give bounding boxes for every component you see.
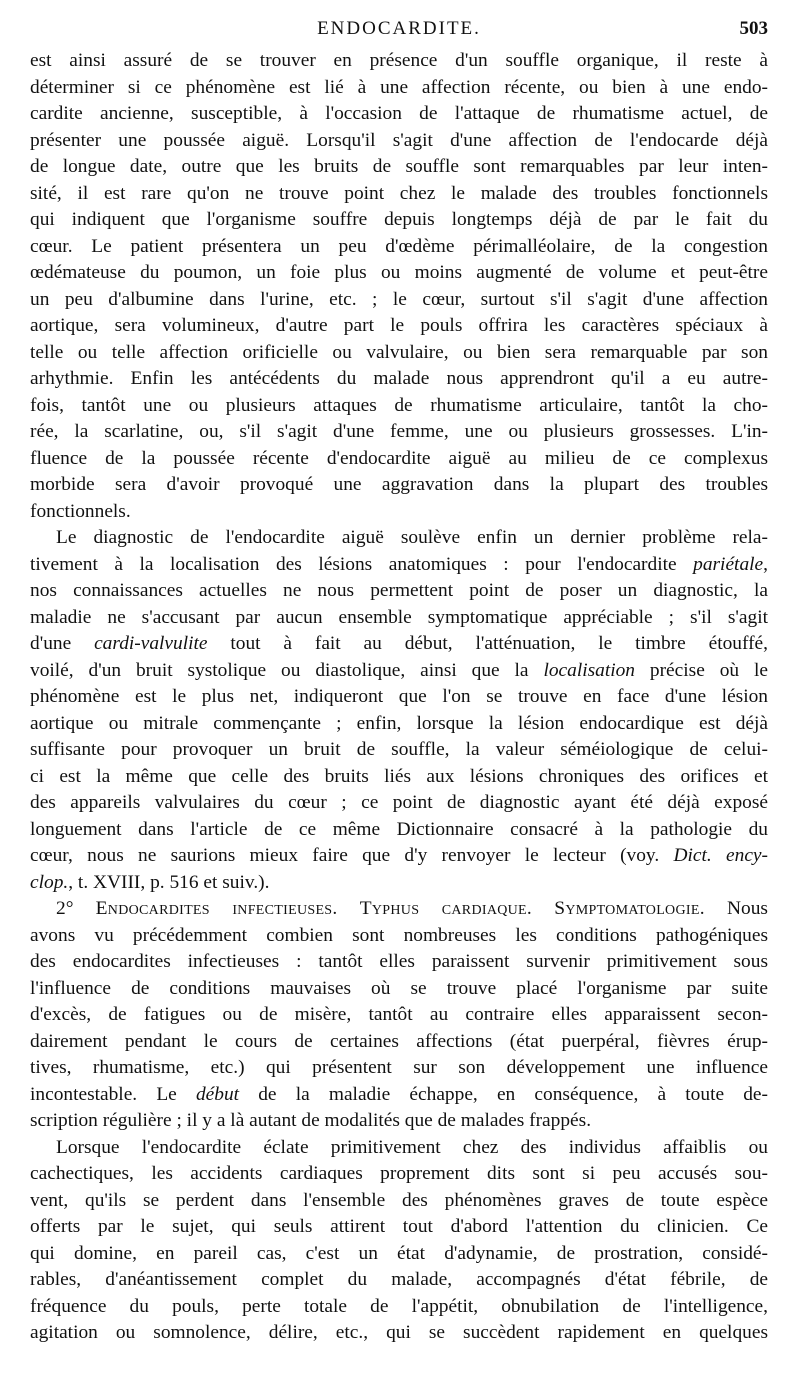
text-run: de la maladie échappe, en conséquence, à toute de-	[239, 1083, 768, 1105]
text-line: de longue date, outre que les bruits de souffle sont remarquables par leur inten-	[30, 156, 768, 177]
text-line: d'excès, de fatigues ou de misère, tantôt au contraire elles apparaissent secon-	[30, 1004, 768, 1025]
text-line: rée, la scarlatine, ou, s'il s'agit d'une femme, une ou plusieurs grossesses. L'in-	[30, 421, 768, 442]
page	[30, 18, 768, 1347]
text-line: tives, rhumatisme, etc.) qui présentent sur son développement une influence	[30, 1057, 768, 1078]
text-line: maladie ne s'accusant par aucun ensemble symptomatique appréciable ; s'il s'agit	[30, 606, 768, 628]
text-line: Lorsque l'endocardite éclate primitivement chez des individus affaiblis ou	[56, 1136, 768, 1158]
paragraph-1	[30, 48, 768, 525]
text-line: des endocardites infectieuses : tantôt elles paraissent survenir primitivement sous	[30, 951, 768, 972]
text-line: un peu d'albumine dans l'urine, etc. ; le cœur, surtout s'il s'agit d'une affection	[30, 288, 768, 310]
paragraph-2	[30, 525, 768, 896]
text-line: déterminer si ce phénomène est lié à une affection récente, ou bien à une endo-	[30, 76, 768, 98]
text-line: aortique, sera volumineux, d'autre part le pouls offrira les caractères spéciaux à	[30, 315, 768, 336]
text-line: fonctionnels.	[30, 500, 131, 522]
text-line: fois, tantôt une ou plusieurs attaques de rhumatisme articulaire, tantôt la cho-	[30, 394, 768, 416]
italic-term: début	[195, 1083, 240, 1105]
text-line: ci est la même que celle des bruits liés aux lésions chroniques des orifices et	[30, 765, 768, 787]
text-line	[30, 843, 768, 870]
text-line: Le diagnostic de l'endocardite aiguë soulève enfin un dernier problème rela-	[56, 527, 768, 548]
italic-term: cardi-valvulite	[94, 633, 208, 654]
text-run: ,	[763, 553, 768, 575]
running-head	[30, 18, 768, 48]
text-run: tivement à la localisation des lésions anatomiques : pour l'endocardite	[30, 553, 694, 575]
text-line: suffisante pour provoquer un bruit de souffle, la valeur séméiologique de celui-	[30, 739, 768, 760]
text-line	[30, 658, 768, 685]
text-run: précise où le	[635, 659, 768, 681]
text-run: d'une	[30, 633, 95, 654]
text-line: œdémateuse du poumon, un foie plus ou moins augmenté de volume et peut-être	[30, 262, 768, 283]
text-line: vent, qu'ils se perdent dans l'ensemble des phénomènes graves de toute espèce	[30, 1189, 768, 1211]
text-line: telle ou telle affection orificielle ou valvulaire, ou bien sera remarquable par son	[30, 341, 768, 363]
italic-term: localisation	[543, 659, 636, 681]
section-heading: Symptomatologie.	[554, 898, 705, 919]
text-line: arhythmie. Enfin les antécédents du malade nous apprendront qu'il a eu autre-	[30, 368, 768, 389]
text-line: offerts par le sujet, qui seuls attirent tout d'abord l'attention du clinicien. Ce	[30, 1216, 768, 1237]
text-run: tout à fait au début, l'atténuation, le timbre étouffé,	[207, 633, 768, 654]
text-line: dairement pendant le cours de certaines affections (état puerpéral, fièvres érup-	[30, 1030, 768, 1052]
text-line	[30, 870, 768, 897]
text-line	[30, 1082, 768, 1109]
text-line	[30, 896, 768, 923]
text-run: , t. XVIII, p. 516 et suiv.).	[68, 871, 270, 893]
text-line	[30, 631, 768, 658]
text-line: rables, d'anéantissement complet du malade, accompagnés d'état fébrile, de	[30, 1269, 768, 1290]
paragraph-4	[30, 1135, 768, 1347]
text-line: cardite ancienne, susceptible, à l'occasion de l'attaque de rhumatisme actuel, de	[30, 103, 768, 124]
text-run: cœur, nous ne saurions mieux faire que d'y renvoyer le lecteur (voy.	[30, 845, 674, 866]
text-run: incontestable. Le	[30, 1083, 196, 1105]
text-line: qui domine, en pareil cas, c'est un état d'adynamie, de prostration, considé-	[30, 1242, 768, 1264]
italic-term: clop.	[30, 871, 69, 893]
italic-term: pariétale	[693, 553, 764, 575]
paragraph-3	[30, 896, 768, 1135]
text-line: qui indiquent que l'organisme souffre depuis longtemps déjà de par le fait du	[30, 209, 768, 230]
text-line: morbide sera d'avoir provoqué une aggravation dans la plupart des troubles	[30, 474, 768, 495]
text-line: cœur. Le patient présentera un peu d'œdème périmalléolaire, de la congestion	[30, 235, 768, 257]
text-line: cachectiques, les accidents cardiaques proprement dits sont si peu accusés sou-	[30, 1163, 768, 1184]
text-run: voilé, d'un bruit systolique ou diastolique, ainsi que la	[30, 659, 544, 681]
text-line: est ainsi assuré de se trouver en présence d'un souffle organique, il reste à	[30, 50, 768, 71]
text-line: l'influence de conditions mauvaises où se trouve placé l'organisme par suite	[30, 977, 768, 999]
text-line: agitation ou somnolence, délire, etc., qui se succèdent rapidement en quelques	[30, 1322, 768, 1343]
italic-term: Dict. ency-	[673, 845, 768, 866]
text-line: sité, il est rare qu'on ne trouve point chez le malade des troubles fonctionnels	[30, 182, 768, 204]
section-number: 2°	[56, 898, 96, 919]
text-run: Nous	[704, 898, 768, 919]
text-line: phénomène est le plus net, indiqueront que l'on se trouve en face d'une lésion	[30, 686, 768, 707]
section-heading: Typhus cardiaque.	[359, 898, 533, 919]
text-line: aortique ou mitrale commençante ; enfin, lorsque la lésion endocardique est déjà	[30, 712, 768, 734]
text-line: présenter une poussée aiguë. Lorsqu'il s'agit d'une affection de l'endocarde déjà	[30, 129, 768, 151]
running-title: ENDOCARDITE.	[317, 18, 481, 39]
text-line: longuement dans l'article de ce même Dictionnaire consacré à la pathologie du	[30, 818, 768, 840]
text-line: scription régulière ; il y a là autant de modalités que de malades frappés.	[30, 1110, 592, 1131]
text-line: fréquence du pouls, perte totale de l'appétit, obnubilation de l'intelligence,	[30, 1295, 768, 1317]
section-heading: Endocardites infectieuses.	[95, 898, 338, 919]
text-line: nos connaissances actuelles ne nous permettent point de poser un diagnostic, la	[30, 580, 768, 601]
text-line	[30, 552, 768, 579]
page-number: 503	[739, 18, 768, 39]
text-line: des appareils valvulaires du cœur ; ce point de diagnostic ayant été déjà exposé	[30, 792, 768, 813]
text-line: fluence de la poussée récente d'endocardite aiguë au milieu de ce complexus	[30, 447, 768, 469]
text-line: avons vu précédemment combien sont nombreuses les conditions pathogéniques	[30, 924, 768, 946]
